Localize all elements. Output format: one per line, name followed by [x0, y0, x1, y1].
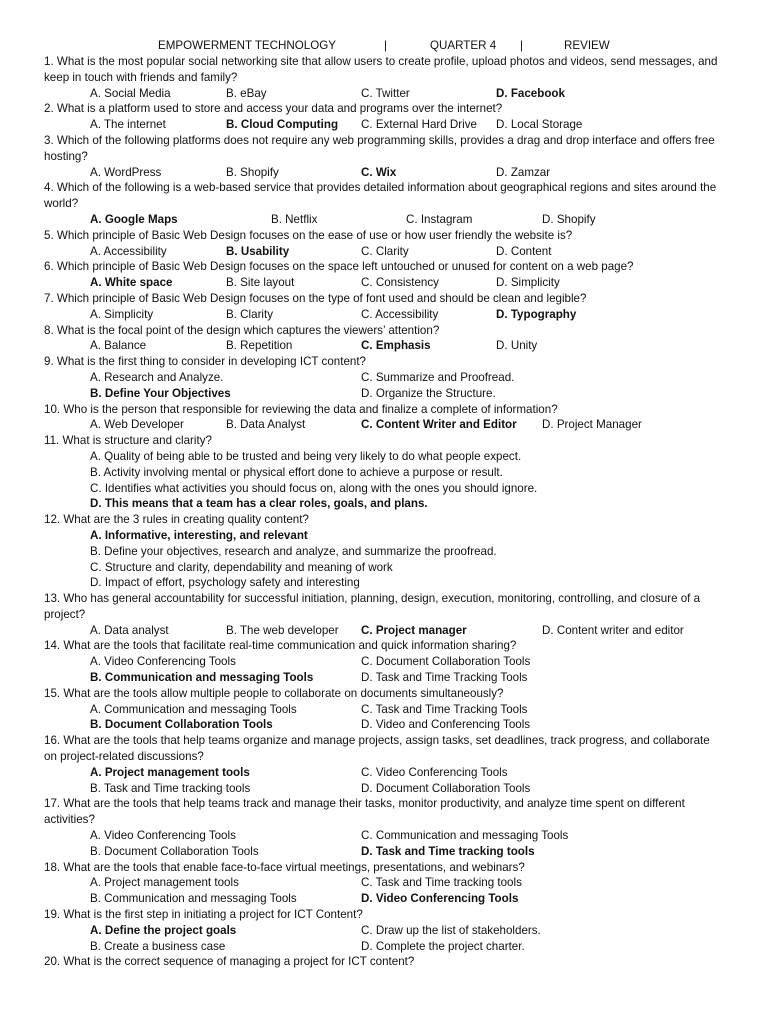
answer-choice: B. Document Collaboration Tools: [90, 844, 259, 858]
choice-row: [44, 828, 724, 844]
answer-choice: B. Netflix: [271, 212, 318, 226]
choice-row: [44, 717, 724, 733]
question-item: [44, 228, 724, 260]
question-list: [44, 54, 724, 970]
answer-choice: C. Task and Time tracking tools: [361, 876, 522, 890]
choice-row: [44, 117, 724, 133]
question-item: [44, 354, 724, 401]
answer-choice: D. Complete the project charter.: [361, 939, 525, 953]
answer-choice: A. WordPress: [90, 165, 162, 179]
question-text: 15. What are the tools allow multiple people to collaborate on documents simultaneously?: [44, 686, 504, 700]
answer-choice: A. Social Media: [90, 86, 171, 100]
question-text: 8. What is the focal point of the design which captures the viewers’ attention?: [44, 323, 440, 337]
answer-choice: B. Task and Time tracking tools: [90, 781, 251, 795]
answer-choice: C. Instagram: [406, 212, 473, 226]
answer-choice: D. Simplicity: [496, 276, 560, 290]
answer-choice: C. Communication and messaging Tools: [361, 829, 569, 843]
answer-choice: D. This means that a team has a clear roles, goals, and plans.: [90, 497, 428, 511]
choice-row: [44, 370, 724, 386]
question-text: 16. What are the tools that help teams organize and manage projects, assign tasks, set deadlines, track progress, and collaborate on project-related discussions?: [44, 734, 710, 764]
answer-choice: B. Communication and messaging Tools: [90, 892, 297, 906]
question-text: 4. Which of the following is a web-based service that provides detailed information about geographical regions and sites around the world?: [44, 181, 717, 211]
answer-choice: A. Quality of being able to be trusted and being very likely to do what people expect.: [90, 449, 522, 463]
answer-choice: A. Balance: [90, 339, 147, 353]
question-item: [44, 133, 724, 180]
answer-choice: C. Identifies what activities you should focus on, along with the ones you should ignore.: [90, 481, 538, 495]
question-text: 13. Who has general accountability for successful initiation, planning, design, execution, monitoring, controlling, and closure of a project?: [44, 592, 701, 621]
answer-choice: C. Emphasis: [361, 339, 431, 353]
question-text: 6. Which principle of Basic Web Design focuses on the space left untouched or unused for content on a web page?: [44, 260, 634, 274]
question-text: 18. What are the tools that enable face-to-face virtual meetings, presentations, and webinars?: [44, 860, 525, 874]
question-item: [44, 101, 724, 133]
answer-choice: A. Web Developer: [90, 418, 184, 432]
answer-choice: A. Research and Analyze.: [90, 370, 224, 384]
question-item: [44, 512, 724, 591]
answer-choice: C. Clarity: [361, 244, 409, 258]
answer-choice: C. Structure and clarity, dependability and meaning of work: [90, 560, 393, 574]
answer-choice: D. Task and Time Tracking Tools: [361, 671, 528, 685]
choice-row: [44, 212, 724, 228]
answer-choice: A. Simplicity: [90, 307, 154, 321]
question-text: 5. Which principle of Basic Web Design focuses on the ease of use or how user friendly the website is?: [44, 228, 573, 242]
choice-row: [44, 702, 724, 718]
question-item: [44, 591, 724, 638]
answer-choice: B. Usability: [226, 244, 290, 258]
question-item: [44, 733, 724, 796]
question-text: 14. What are the tools that facilitate real-time communication and quick information sharing?: [44, 639, 517, 653]
question-text: 11. What is structure and clarity?: [44, 434, 212, 448]
answer-choice: C. Twitter: [361, 86, 410, 100]
answer-choice: B. Create a business case: [90, 939, 226, 953]
answer-choice: B. Site layout: [226, 276, 295, 290]
answer-choice: A. White space: [90, 276, 173, 290]
choice-row: [44, 623, 724, 639]
question-text: 10. Who is the person that responsible for reviewing the data and finalize a complete of information?: [44, 402, 558, 416]
question-item: [44, 54, 724, 101]
question-item: [44, 796, 724, 859]
answer-choice: A. Google Maps: [90, 212, 178, 226]
answer-choice: D. Unity: [496, 339, 538, 353]
choice-row: [44, 891, 724, 907]
answer-choice: D. Video Conferencing Tools: [361, 892, 519, 906]
question-item: [44, 860, 724, 907]
answer-choice: B. Define Your Objectives: [90, 386, 231, 400]
answer-choice: A. Accessibility: [90, 244, 167, 258]
answer-choice: A. Video Conferencing Tools: [90, 829, 236, 843]
choice-row: [44, 875, 724, 891]
answer-choice: D. Video and Conferencing Tools: [361, 718, 531, 732]
choice-row: [44, 417, 724, 433]
answer-choice: B. Activity involving mental or physical effort done to achieve a purpose or result.: [90, 465, 503, 479]
answer-choice: C. Content Writer and Editor: [361, 418, 517, 432]
choice-row: [44, 939, 724, 955]
answer-choice: C. Task and Time Tracking Tools: [361, 702, 528, 716]
choice-row: [44, 244, 724, 260]
question-item: [44, 402, 724, 434]
question-item: [44, 907, 724, 954]
answer-choice: B. eBay: [226, 86, 267, 100]
question-item: [44, 433, 724, 512]
choice-row: [44, 765, 724, 781]
choice-row: [44, 844, 724, 860]
answer-choice: C. Summarize and Proofread.: [361, 370, 515, 384]
answer-choice: B. Shopify: [226, 165, 279, 179]
answer-choice: D. Content writer and editor: [542, 623, 684, 637]
answer-choice: C. Consistency: [361, 276, 439, 290]
question-text: 7. Which principle of Basic Web Design focuses on the type of font used and should be clean and legible?: [44, 291, 587, 305]
answer-choice: A. Informative, interesting, and relevant: [90, 528, 308, 542]
answer-choice: C. Accessibility: [361, 307, 439, 321]
answer-choice: A. Define the project goals: [90, 923, 237, 937]
answer-choice: A. Project management tools: [90, 876, 239, 890]
answer-choice: D. Project Manager: [542, 418, 642, 432]
quarter-label: QUARTER 4: [430, 39, 497, 52]
answer-choice: D. Organize the Structure.: [361, 386, 496, 400]
question-item: [44, 954, 724, 970]
choice-row: [44, 86, 724, 102]
answer-choice: C. Document Collaboration Tools: [361, 655, 531, 669]
answer-choice: B. Repetition: [226, 339, 293, 353]
answer-choice: A. Communication and messaging Tools: [90, 702, 297, 716]
answer-choice: A. Data analyst: [90, 623, 169, 637]
choice-row: [44, 781, 724, 797]
answer-choice: D. Typography: [496, 307, 577, 321]
question-text: 1. What is the most popular social networking site that allow users to create profile, upload photos and videos, send messages, and keep in touch with friends and family?: [44, 55, 718, 84]
answer-choice: D. Document Collaboration Tools: [361, 781, 531, 795]
review-label: REVIEW: [564, 39, 610, 52]
question-text: 12. What are the 3 rules in creating quality content?: [44, 513, 309, 527]
answer-choice: C. Draw up the list of stakeholders.: [361, 923, 541, 937]
answer-choice: D. Shopify: [542, 212, 596, 226]
answer-choice: C. Video Conferencing Tools: [361, 765, 508, 779]
choice-row: [44, 654, 724, 670]
question-item: [44, 180, 724, 227]
answer-choice: B. Data Analyst: [226, 418, 306, 432]
question-text: 2. What is a platform used to store and access your data and programs over the internet?: [44, 102, 503, 116]
answer-choice: A. The internet: [90, 118, 166, 132]
header-separator: |: [384, 39, 388, 52]
choice-row: [44, 307, 724, 323]
answer-choice: B. Define your objectives, research and analyze, and summarize the proofread.: [90, 544, 497, 558]
answer-choice: D. Task and Time tracking tools: [361, 844, 535, 858]
answer-choice: D. Zamzar: [496, 165, 551, 179]
choice-row: [44, 338, 724, 354]
answer-choice: A. Video Conferencing Tools: [90, 655, 236, 669]
subject-title: EMPOWERMENT TECHNOLOGY: [158, 39, 337, 52]
answer-choice: B. Communication and messaging Tools: [90, 671, 314, 685]
question-text: 20. What is the correct sequence of managing a project for ICT content?: [44, 955, 415, 969]
question-item: [44, 291, 724, 323]
answer-choice: B. Document Collaboration Tools: [90, 718, 273, 732]
choice-row: [44, 165, 724, 181]
answer-choice: D. Content: [496, 244, 552, 258]
review-sheet: [44, 38, 724, 970]
answer-choice: D. Local Storage: [496, 118, 583, 132]
question-item: [44, 259, 724, 291]
choice-row: [44, 923, 724, 939]
answer-choice: C. Wix: [361, 165, 397, 179]
question-text: 9. What is the first thing to consider in developing ICT content?: [44, 355, 367, 369]
answer-choice: B. The web developer: [226, 623, 339, 637]
question-item: [44, 686, 724, 733]
answer-choice: B. Cloud Computing: [226, 118, 339, 132]
question-text: 17. What are the tools that help teams track and manage their tasks, monitor productivity, and analyze time spent on different activities?: [44, 797, 685, 827]
answer-choice: A. Project management tools: [90, 765, 250, 779]
question-text: 3. Which of the following platforms does not require any web programming skills, provides a drag and drop interface and offers free hosting?: [44, 133, 715, 163]
answer-choice: D. Impact of effort, psychology safety and interesting: [90, 576, 360, 590]
answer-choice: C. Project manager: [361, 623, 467, 637]
answer-choice: D. Facebook: [496, 86, 565, 100]
header-separator: |: [520, 39, 524, 52]
choice-row: [44, 670, 724, 686]
choice-row: [44, 275, 724, 291]
answer-choice: B. Clarity: [226, 307, 274, 321]
sheet-header: [44, 38, 724, 54]
question-text: 19. What is the first step in initiating a project for ICT Content?: [44, 908, 363, 922]
answer-choice: C. External Hard Drive: [361, 118, 477, 132]
question-item: [44, 323, 724, 355]
question-item: [44, 638, 724, 685]
choice-row: [44, 386, 724, 402]
